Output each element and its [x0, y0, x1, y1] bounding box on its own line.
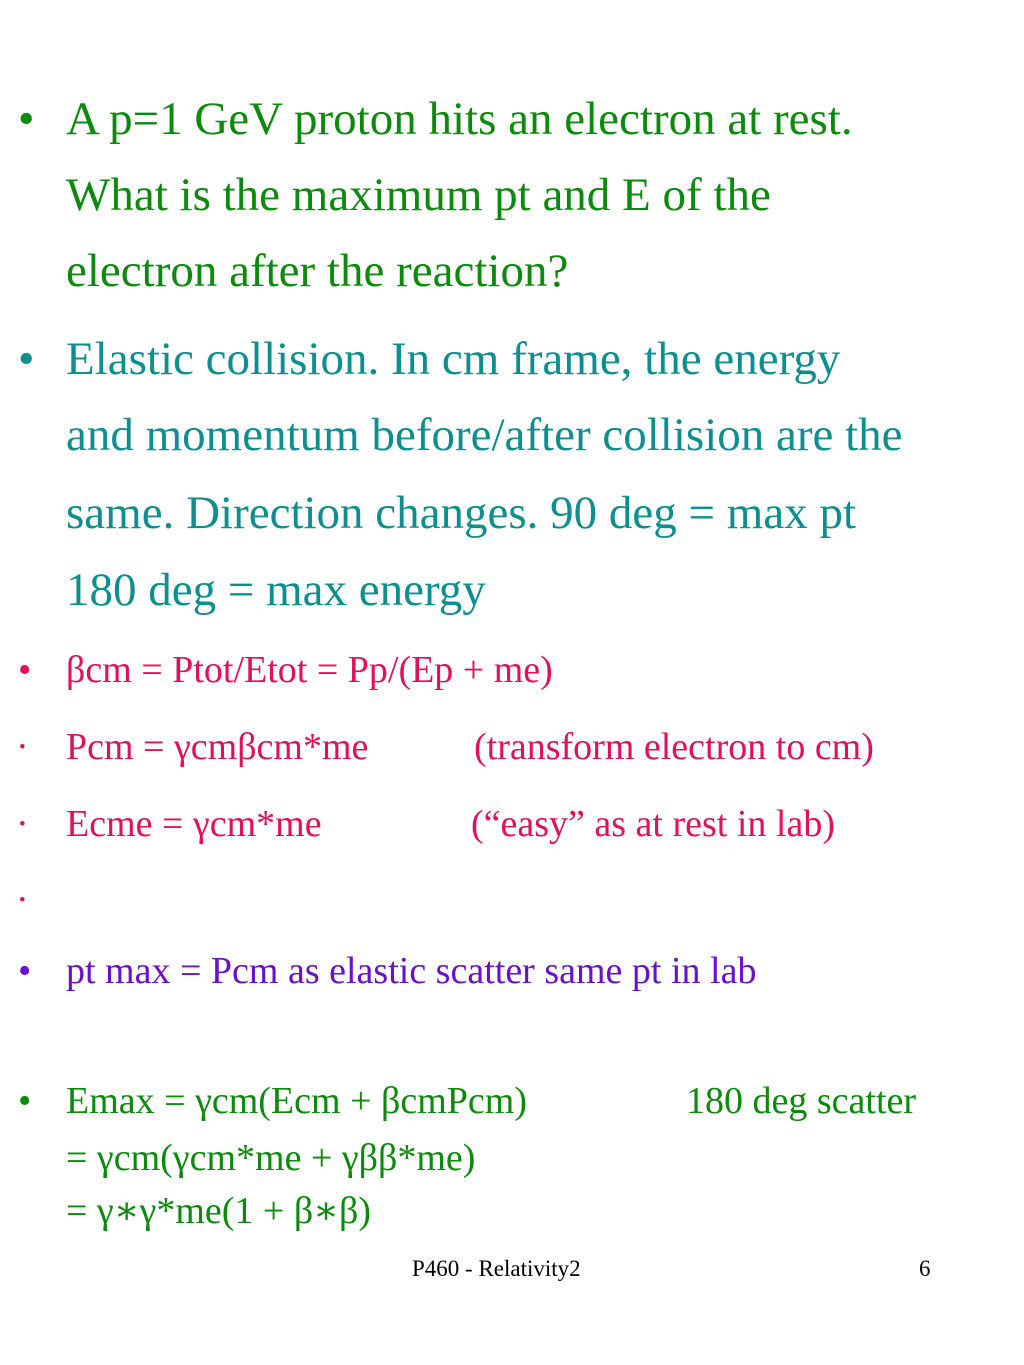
page-number: 6 [919, 1256, 931, 1281]
item1-line1: A p=1 GeV proton hits an electron at rest. [66, 93, 853, 145]
item8-line3: = γ∗γ*me(1 + β∗β) [66, 1190, 372, 1232]
small-bullet-icon: · [16, 803, 29, 845]
item8-note: 180 deg scatter [686, 1080, 917, 1122]
item2-line2: and momentum before/after collision are the [66, 409, 903, 461]
bullet-icon: • [18, 333, 35, 385]
item1-line3: electron after the reaction? [66, 245, 569, 297]
bullet-icon: • [18, 1080, 32, 1122]
item1-line2: What is the maximum pt and E of the [66, 169, 771, 221]
item4-note: (transform electron to cm) [474, 726, 874, 768]
bullet-icon: • [18, 649, 32, 691]
item4-formula: Pcm = γcmβcm*me [66, 726, 369, 768]
item2-line4: 180 deg = max energy [66, 564, 486, 616]
item5-note: (“easy” as at rest in lab) [471, 803, 835, 845]
item7-text: pt max = Pcm as elastic scatter same pt in lab [66, 950, 757, 992]
bullet-icon: • [18, 93, 35, 145]
footer-title: P460 - Relativity2 [412, 1256, 581, 1281]
item8-line2: = γcm(γcm*me + γββ*me) [66, 1137, 476, 1179]
bullet-icon: • [18, 950, 32, 992]
item2-line1: Elastic collision. In cm frame, the energy [66, 333, 841, 385]
item3-text: βcm = Ptot/Etot = Pp/(Ep + me) [66, 649, 553, 691]
small-bullet-icon: · [16, 879, 29, 921]
item2-line3: same. Direction changes. 90 deg = max pt [66, 487, 857, 539]
small-bullet-icon: · [16, 726, 29, 768]
item5-formula: Ecme = γcm*me [66, 803, 322, 845]
item8-formula: Emax = γcm(Ecm + βcmPcm) [66, 1080, 527, 1122]
